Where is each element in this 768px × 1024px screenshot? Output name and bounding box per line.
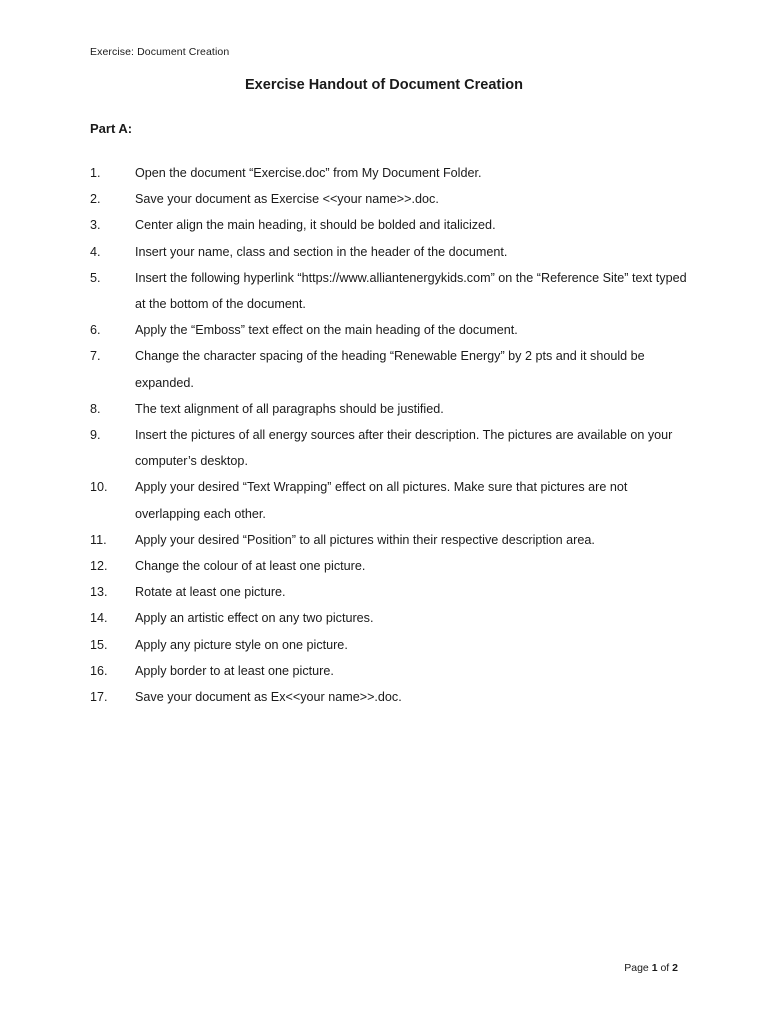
list-item xyxy=(90,265,690,317)
list-item-number: 10. xyxy=(90,480,108,495)
list-item-text: The text alignment of all paragraphs should be justified. xyxy=(135,401,444,416)
list-item-number: 16. xyxy=(90,663,108,678)
list-item-number: 15. xyxy=(90,637,108,652)
list-item-text: Apply border to at least one picture. xyxy=(135,663,334,678)
part-label: Part A: xyxy=(90,121,133,136)
list-item xyxy=(90,553,690,579)
list-item-number: 9. xyxy=(90,428,101,443)
list-item xyxy=(90,186,690,212)
current-page: 1 xyxy=(651,962,658,974)
running-header: Exercise: Document Creation xyxy=(90,46,230,58)
list-item xyxy=(90,527,690,553)
list-item-text: Apply your desired “Position” to all pictures within their respective description area. xyxy=(135,532,595,547)
list-item-text: Open the document “Exercise.doc” from My Document Folder. xyxy=(135,166,482,180)
list-item-number: 12. xyxy=(90,559,108,574)
list-item xyxy=(90,212,690,238)
total-pages: 2 xyxy=(672,962,678,974)
list-item xyxy=(90,396,690,422)
list-item xyxy=(90,422,690,474)
list-item-text: Insert the following hyperlink “https://www.alliantenergykids.com” on the “Reference Site” text typed at the bottom of the document. xyxy=(135,270,687,312)
list-item-text: Save your document as Ex<<your name>>.doc. xyxy=(135,690,402,705)
list-item xyxy=(90,474,690,526)
list-item-number: 1. xyxy=(90,166,101,180)
list-item xyxy=(90,239,690,265)
of-word: of xyxy=(660,962,670,974)
list-item xyxy=(90,658,690,684)
list-item-text: Apply the “Emboss” text effect on the main heading of the document. xyxy=(135,323,518,338)
list-item-number: 6. xyxy=(90,323,101,338)
list-item-number: 7. xyxy=(90,349,101,364)
list-item-text: Apply any picture style on one picture. xyxy=(135,637,348,652)
list-item-number: 5. xyxy=(90,270,101,285)
list-item xyxy=(90,579,690,605)
list-item xyxy=(90,317,690,343)
list-item-number: 4. xyxy=(90,244,101,259)
list-item xyxy=(90,343,690,395)
list-item-text: Rotate at least one picture. xyxy=(135,585,286,600)
list-item-number: 3. xyxy=(90,218,101,233)
list-item-text: Apply your desired “Text Wrapping” effect on all pictures. Make sure that pictures are not overlapping each other. xyxy=(135,480,628,521)
list-item xyxy=(90,632,690,658)
list-item xyxy=(90,160,690,186)
page-word: Page xyxy=(624,962,649,974)
list-item-number: 8. xyxy=(90,401,101,416)
list-item-text: Change the character spacing of the heading “Renewable Energy” by 2 pts and it should be expanded. xyxy=(135,349,645,390)
list-item-text: Save your document as Exercise <<your name>>.doc. xyxy=(135,192,439,207)
list-item-text: Apply an artistic effect on any two pictures. xyxy=(135,611,374,626)
list-item-number: 13. xyxy=(90,585,108,600)
list-item-number: 14. xyxy=(90,611,108,626)
list-item-text: Center align the main heading, it should be bolded and italicized. xyxy=(135,218,496,233)
list-item-number: 17. xyxy=(90,690,108,705)
list-item-text: Change the colour of at least one picture. xyxy=(135,559,366,574)
list-item xyxy=(90,605,690,631)
list-item-number: 2. xyxy=(90,192,101,207)
list-item xyxy=(90,684,690,710)
instruction-list xyxy=(90,160,690,710)
page-number xyxy=(624,962,678,974)
list-item-text: Insert the pictures of all energy sources after their description. The pictures are available on your computer’s desktop. xyxy=(135,428,673,469)
page-title: Exercise Handout of Document Creation xyxy=(245,77,523,93)
list-item-text: Insert your name, class and section in the header of the document. xyxy=(135,244,508,259)
list-item-number: 11. xyxy=(90,532,107,547)
